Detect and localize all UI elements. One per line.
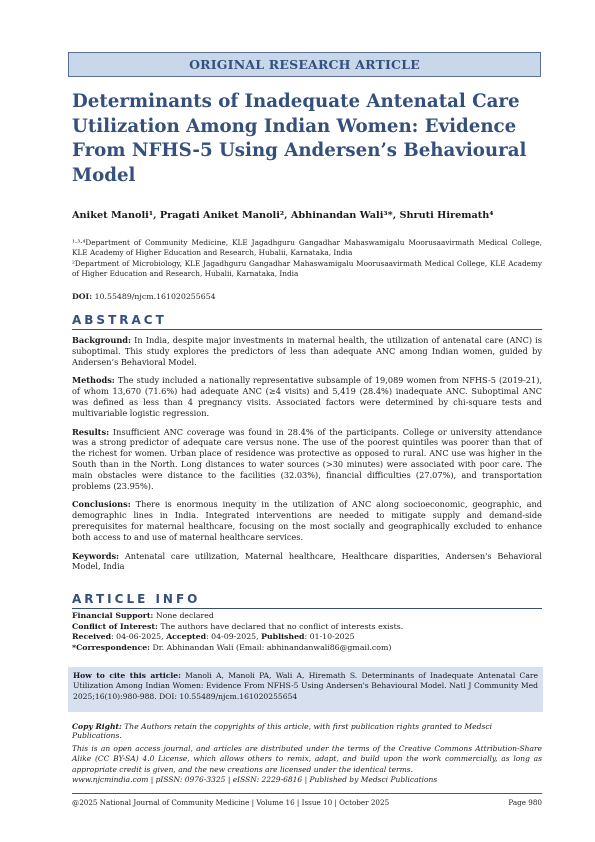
abstract-results (72, 427, 542, 492)
doi-link[interactable]: 10.55489/njcm.161020255654 (94, 292, 216, 301)
abstract-text: In India, despite major investments in maternal health, the utilization of antenatal care (ANC) is suboptimal. This study explores the predictors of less than adequate ANC among Indian women, guided by Andersen’s Behavioral Model. (72, 335, 542, 367)
copyright-text: The Authors retain the copyrights of this article, with first publication rights granted to Medsci Publications. (72, 722, 493, 740)
correspondence-email[interactable]: Dr. Abhinandan Wali (Email: abhinandanwali86@gmail.com) (152, 643, 392, 653)
abstract-conclusions (72, 499, 542, 542)
abstract-label: Results: (72, 426, 110, 437)
doi-label: DOI: (72, 292, 93, 301)
affiliation-2: ²Department of Microbiology, KLE Jagadhguru Gangadhar Mahaswamigalu Moorusaavirmath Medical College, KLE Academy of Higher Education and Research, Hubalii, Karnataka, India (72, 258, 542, 278)
correspondence: *Correspondence: Dr. Abhinandan Wali (Email: abhinandanwali86@gmail.com) (72, 643, 392, 653)
abstract-methods (72, 375, 542, 418)
conflict-of-interest: Conflict of Interest: The authors have declared that no conflict of interests exists. (72, 621, 404, 631)
affiliation-1: ¹·³·⁴Department of Community Medicine, KLE Jagadhguru Gangadhar Mahaswamigalu Moorusaavirmath Medical College, KLE Academy of Higher Education and Research, Hubalii, Karnataka, India (72, 238, 542, 258)
abstract-text: Antenatal care utilization, Maternal healthcare, Healthcare disparities, Andersen's Behavioral Model, India (72, 550, 542, 572)
copyright-label: Copy Right: (72, 722, 122, 731)
abstract-background (72, 335, 542, 367)
article-info (72, 611, 542, 654)
article-info-heading: ARTICLE INFO (72, 592, 201, 606)
abstract-text: There is enormous inequity in the utilization of ANC along socioeconomic, geographic, and demographic lines in India. Integrated interventions are needed to mitigate supply and demand-side prerequisites for maternal healthcare, focusing on the most socially and geographically excluded to enhance both access to and use of maternal healthcare services. (72, 499, 542, 542)
citation-box (68, 667, 543, 712)
abstract-label: Conclusions: (72, 499, 131, 510)
abstract-label: Background: (72, 335, 132, 345)
abstract-text: The study included a nationally representative subsample of 19,089 women from NFHS-5 (2019-21), of whom 13,670 (71.6%) had adequate ANC (≥4 visits) and 5,419 (28.4%) inadequate ANC. Suboptimal ANC was defined as less than 4 pregnancy visits. Associated factors were determined by chi-square tests and multivariable logistic regression. (72, 375, 542, 418)
citation-label: How to cite this article: (73, 671, 181, 680)
affiliations (72, 238, 542, 279)
citation-text: Manoli A, Manoli PA, Wali A, Hiremath S. Determinants of Inadequate Antenatal Care Utilization Among Indian Women: Evidence From NFHS-5 Using Andersen's Behavioural Model. Natl J Community Med 2025;16(10):980-988. DOI: 10.55489/njcm.161020255654 (73, 671, 538, 701)
article-type-label: ORIGINAL RESEARCH ARTICLE (189, 57, 420, 72)
abstract-label: Methods: (72, 375, 115, 386)
financial-support: Financial Support: None declared (72, 611, 214, 620)
abstract-body (72, 335, 542, 580)
dates-line: Received: 04-06-2025, Accepted: 04-09-2025, Published: 01-10-2025 (72, 632, 355, 642)
publisher-line[interactable]: www.njcmindia.com | pISSN: 0976-3325 | eISSN: 2229-6816 | Published by Medsci Publications (72, 775, 438, 785)
abstract-keywords (72, 551, 542, 573)
footer-journal: @2025 National Journal of Community Medicine | Volume 16 | Issue 10 | October 2025 (72, 798, 390, 807)
doi-line (72, 292, 216, 301)
page-footer (72, 798, 542, 807)
footer-divider (72, 793, 542, 794)
abstract-text: Insufficient ANC coverage was found in 28.4% of the participants. College or university attendance was a strong predictor of adequate care versus none. The use of the poorest quintiles was poorer than that of the richest for women. Urban place of residence was protective as opposed to rural. ANC use was higher in the South than in the North. Long distances to water sources (>30 minutes) were associated with poor care. The main obstacles were distance to the facilities (32.03%), financial difficulties (27.07%), and transportation problems (23.95%). (72, 426, 543, 491)
abstract-heading: ABSTRACT (72, 313, 167, 327)
copyright-line (72, 722, 542, 740)
article-title: Determinants of Inadequate Antenatal Care Utilization Among Indian Women: Evidence From NFHS-5 Using Andersen’s Behavioural Model (72, 91, 527, 186)
page-number: Page 980 (508, 798, 542, 807)
license-notice (72, 744, 542, 786)
abstract-label: Keywords: (72, 550, 120, 561)
article-info-divider (72, 608, 542, 609)
abstract-divider (72, 329, 542, 330)
license-text: This is an open access journal, and articles are distributed under the terms of the Creative Commons Attribution-Share Alike (CC BY-SA) 4.0 License, which allows others to remix, adapt, and build upon the work commercially, as long as appropriate credit is given, and the new creations are licensed under the identical terms. (72, 744, 542, 774)
author-list: Aniket Manoli¹, Pragati Aniket Manoli², Abhinandan Wali³*, Shruti Hiremath⁴ (72, 210, 494, 221)
article-type-banner (68, 52, 541, 77)
